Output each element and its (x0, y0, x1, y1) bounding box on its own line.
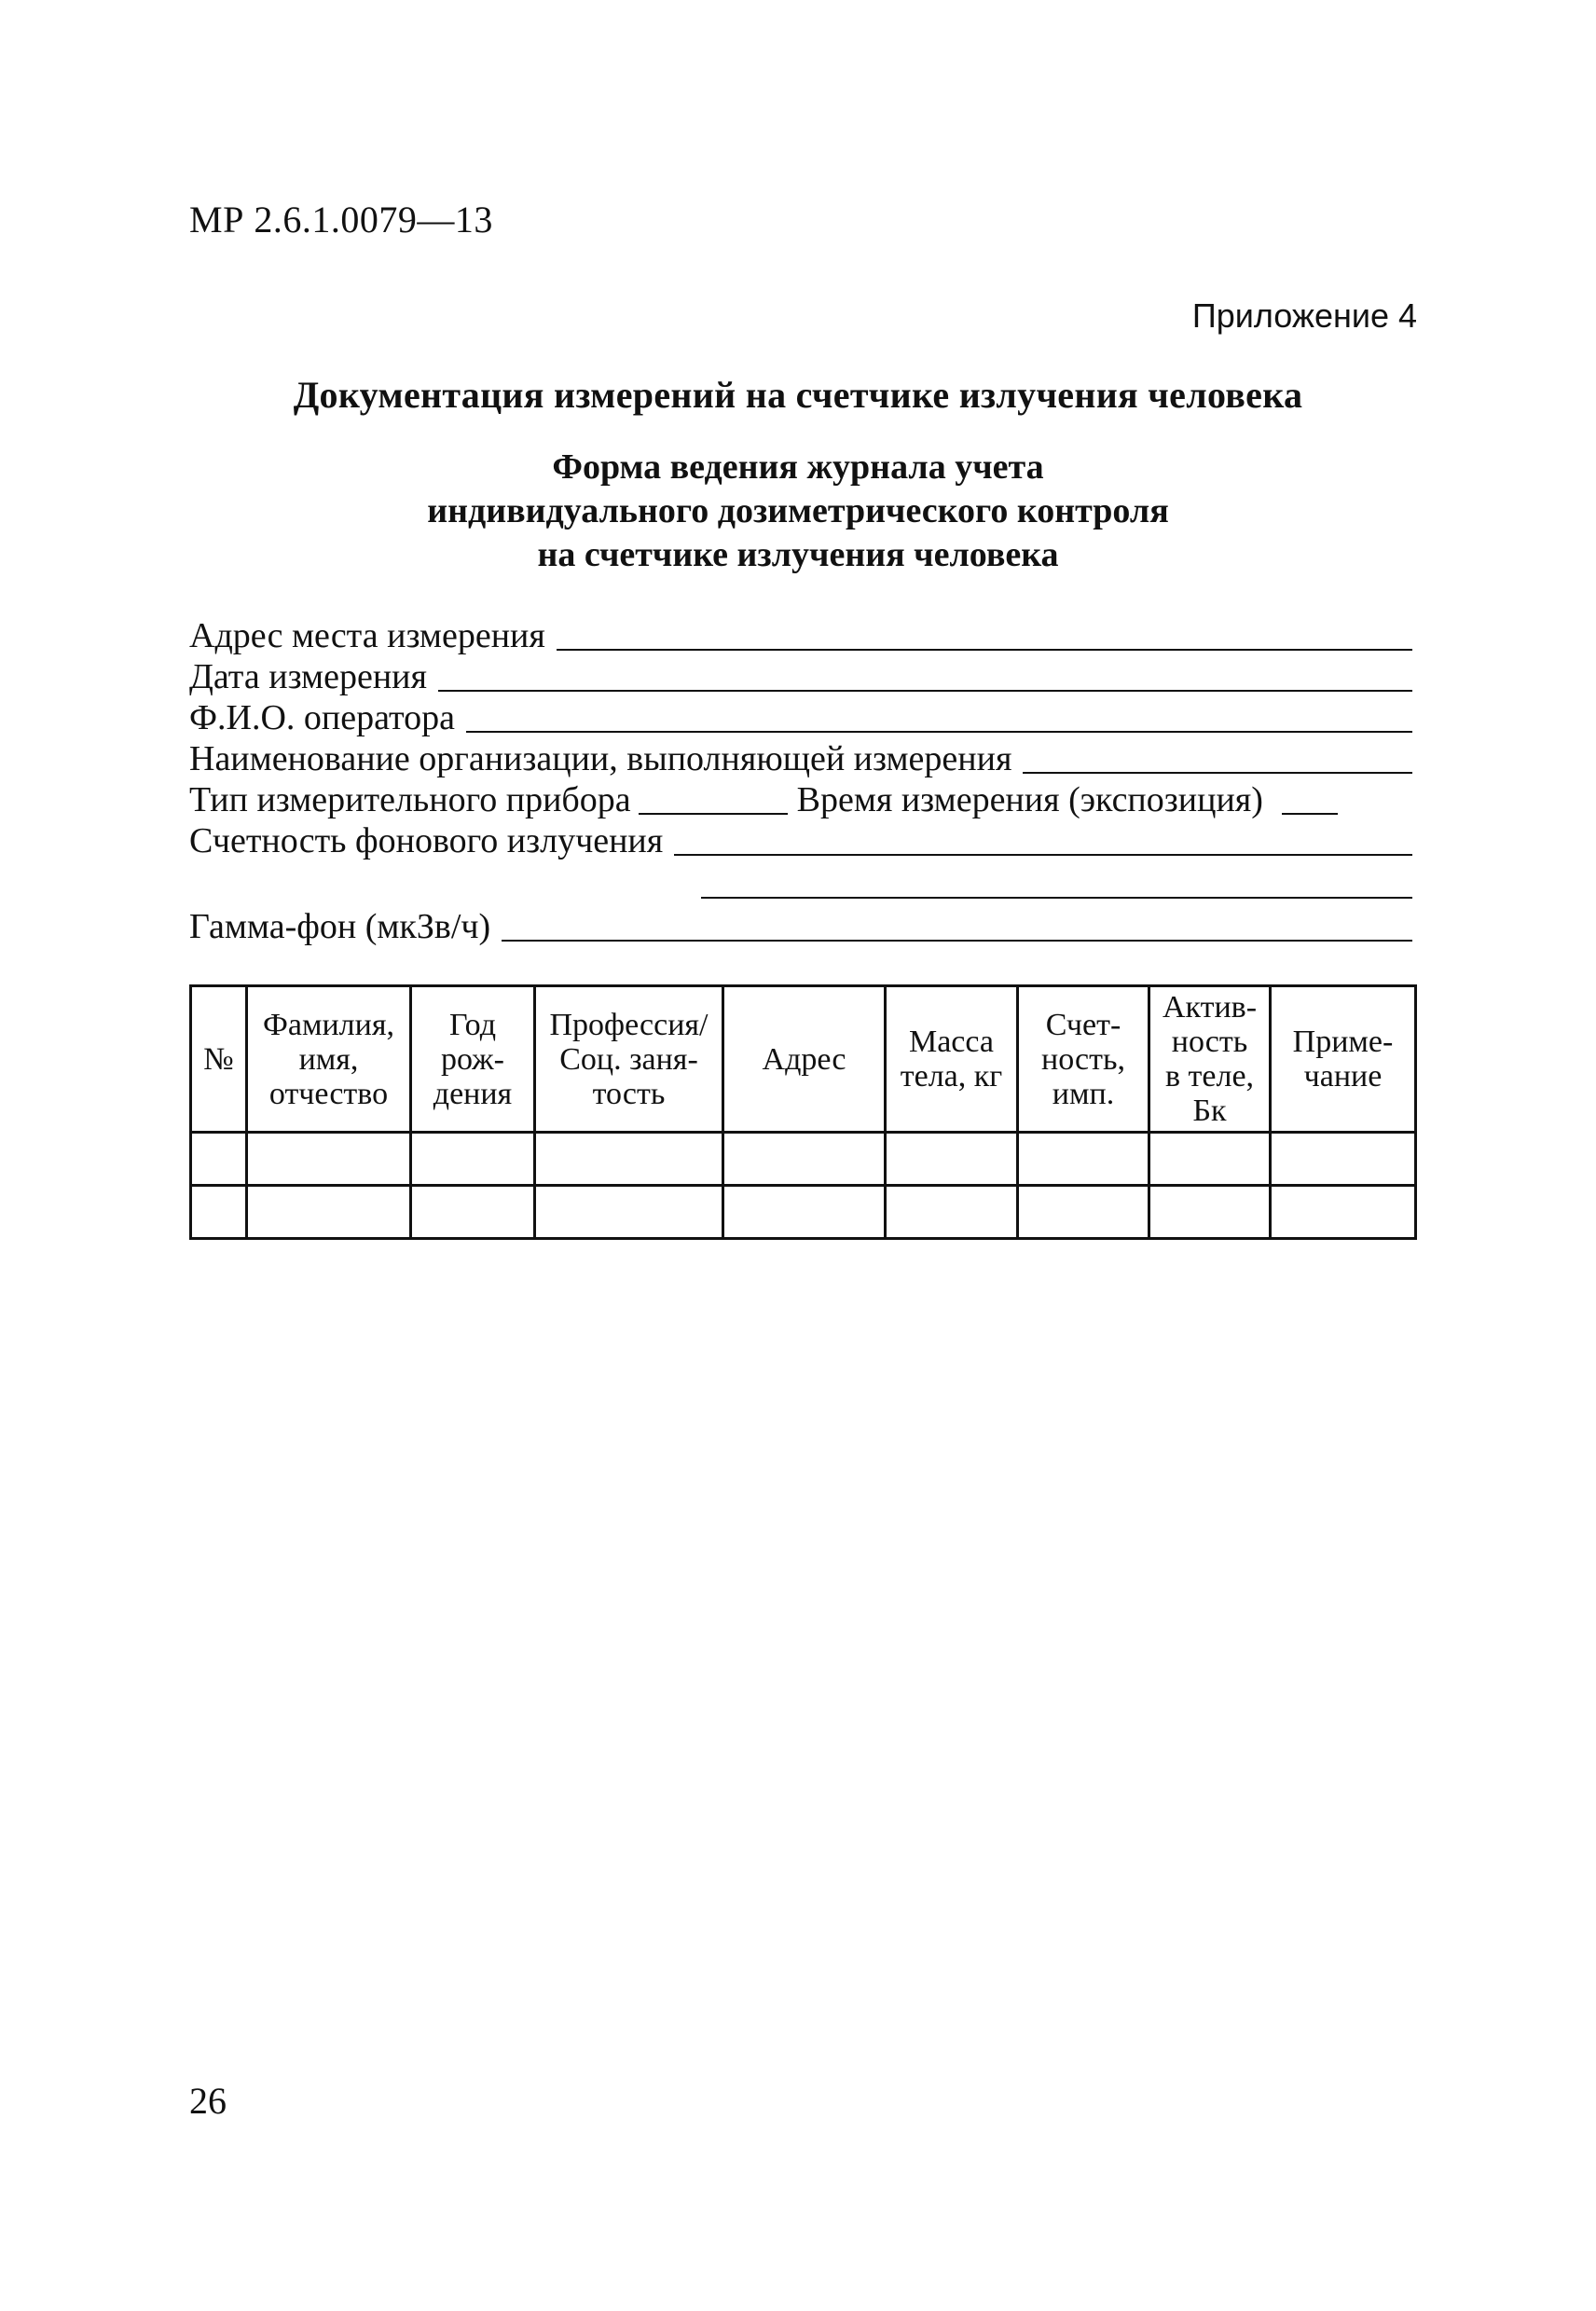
field-background-count-extra-blank[interactable] (701, 897, 1412, 899)
field-organization-label: Наименование организации, выполняющей измерения (189, 739, 1012, 778)
form-subtitle-line-3: на счетчике излучения человека (537, 535, 1059, 574)
field-background-count-blank[interactable] (674, 826, 1412, 856)
header-body-mass-line: тела, кг (900, 1059, 1003, 1094)
field-background-count (189, 820, 1412, 861)
field-measure-time-blank[interactable] (1282, 785, 1338, 815)
field-date (189, 656, 1412, 697)
table-cell[interactable] (723, 1133, 886, 1186)
form-subtitle-line-1: Форма ведения журнала учета (552, 447, 1044, 487)
header-body-activity-line: в теле, (1164, 1059, 1255, 1094)
header-count-rate-line: имп. (1052, 1076, 1115, 1111)
header-body-activity-line: Бк (1192, 1094, 1227, 1128)
header-full-name-line: Фамилия, (263, 1007, 394, 1042)
table-row (191, 1186, 1416, 1239)
table-row (191, 1133, 1416, 1186)
field-device-type-label: Тип измерительного прибора (189, 780, 631, 819)
appendix-label: Приложение 4 (1191, 296, 1417, 335)
header-profession-line: Соц. заня- (559, 1041, 698, 1077)
field-background-count-label: Счетность фонового излучения (189, 821, 664, 860)
field-operator-label: Ф.И.О. оператора (189, 698, 455, 737)
header-full-name (247, 986, 411, 1133)
field-gamma-background (189, 906, 1412, 947)
table-cell[interactable] (1149, 1186, 1271, 1239)
header-profession-line: тость (592, 1076, 666, 1111)
header-body-activity-line: Актив- (1162, 990, 1258, 1025)
table-cell[interactable] (1018, 1133, 1149, 1186)
page-number: 26 (189, 2080, 227, 2122)
table-cell[interactable] (1271, 1186, 1416, 1239)
header-note-line: Приме- (1292, 1025, 1394, 1059)
field-address-blank[interactable] (557, 621, 1412, 651)
field-organization-blank[interactable] (1023, 744, 1412, 774)
table-cell[interactable] (535, 1133, 723, 1186)
header-profession (535, 986, 723, 1133)
header-birth-year-line: Год (449, 1007, 496, 1042)
document-code: МР 2.6.1.0079—13 (189, 199, 493, 241)
table-cell[interactable] (1018, 1186, 1149, 1239)
page-title: Документация измерений на счетчике излучения человека (293, 374, 1303, 416)
field-device-and-time (189, 779, 1412, 820)
header-birth-year (411, 986, 535, 1133)
table-cell[interactable] (247, 1186, 411, 1239)
journal-table (189, 984, 1417, 1240)
header-full-name-line: имя, (298, 1041, 359, 1077)
field-organization (189, 738, 1412, 779)
header-body-activity (1149, 986, 1271, 1133)
header-full-name-line: отчество (268, 1076, 389, 1111)
header-birth-year-line: дения (433, 1076, 513, 1111)
form-subtitle-line-2: индивидуального дозиметрического контроля (427, 491, 1169, 530)
header-birth-year-line: рож- (441, 1041, 504, 1077)
header-note-line: чание (1303, 1059, 1383, 1094)
field-operator-blank[interactable] (466, 703, 1412, 733)
table-cell[interactable] (411, 1133, 535, 1186)
table-cell[interactable] (247, 1133, 411, 1186)
header-count-rate-line: Счет- (1045, 1007, 1121, 1042)
field-address-label: Адрес места измерения (189, 616, 545, 655)
header-address-line: Адрес (762, 1041, 846, 1077)
field-operator (189, 697, 1412, 738)
header-number-line: № (203, 1041, 234, 1077)
table-cell[interactable] (191, 1133, 247, 1186)
header-note (1271, 986, 1416, 1133)
table-cell[interactable] (1271, 1133, 1416, 1186)
table-cell[interactable] (723, 1186, 886, 1239)
table-cell[interactable] (191, 1186, 247, 1239)
header-count-rate-line: ность, (1041, 1041, 1125, 1077)
table-cell[interactable] (886, 1186, 1018, 1239)
field-measure-time-label: Время измерения (экспозиция) (796, 780, 1263, 819)
table-cell[interactable] (1149, 1133, 1271, 1186)
field-gamma-background-blank[interactable] (502, 912, 1412, 942)
field-date-blank[interactable] (438, 662, 1412, 692)
header-count-rate (1018, 986, 1149, 1133)
header-profession-line: Профессия/ (549, 1007, 709, 1042)
field-address (189, 615, 1412, 656)
header-address (723, 986, 886, 1133)
header-number (191, 986, 247, 1133)
field-date-label: Дата измерения (189, 657, 427, 696)
header-body-activity-line: ность (1171, 1025, 1248, 1059)
field-device-type-blank[interactable] (639, 785, 788, 815)
table-cell[interactable] (411, 1186, 535, 1239)
header-body-mass-line: Масса (908, 1025, 994, 1059)
table-header-row (191, 986, 1416, 1133)
field-gamma-background-label: Гамма-фон (мкЗв/ч) (189, 907, 491, 946)
table-cell[interactable] (535, 1186, 723, 1239)
table-cell[interactable] (886, 1133, 1018, 1186)
header-body-mass (886, 986, 1018, 1133)
